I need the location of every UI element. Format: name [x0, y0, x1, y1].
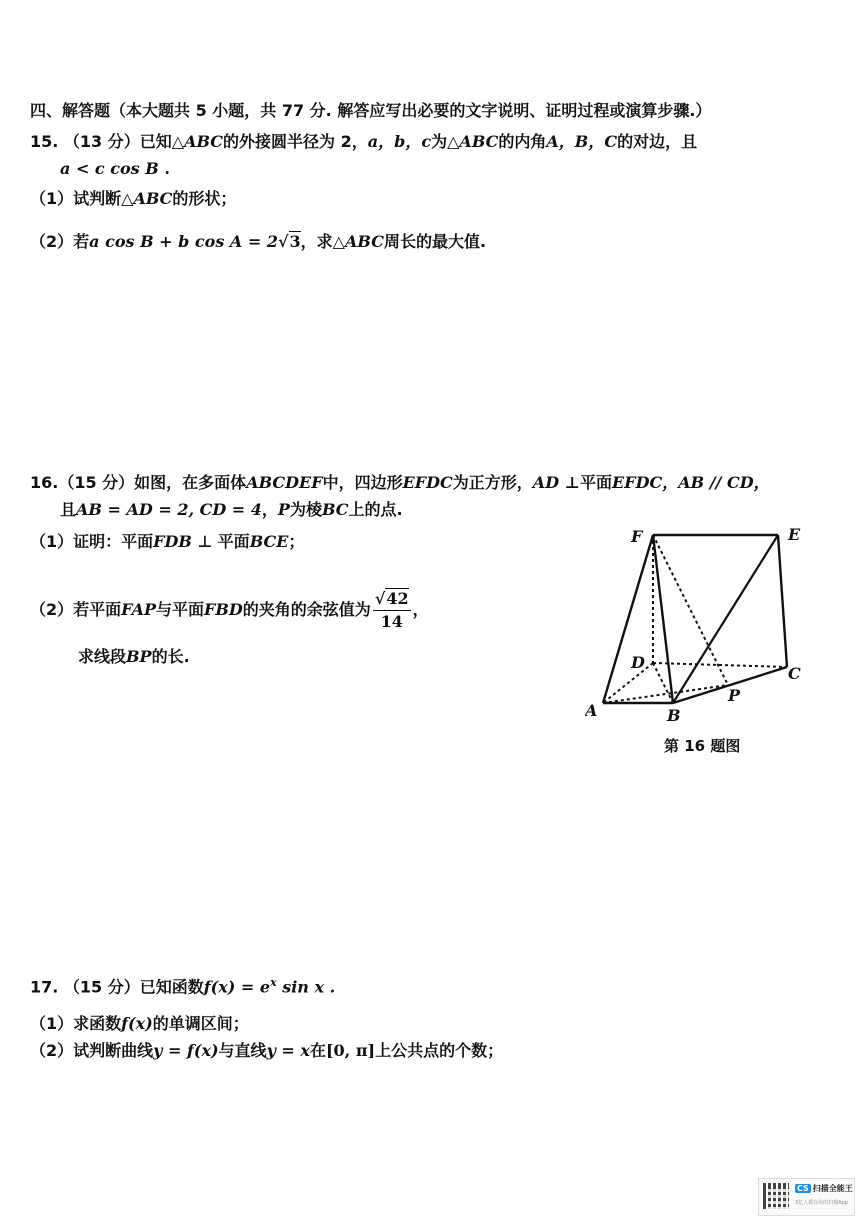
q16-text: 为棱	[289, 500, 322, 519]
triangle-abc: △ABC	[171, 132, 224, 151]
point-p: P	[277, 500, 290, 519]
plane-fdb: FDB	[153, 532, 192, 551]
q17-text: 与直线	[218, 1041, 267, 1060]
q16-number: 16.（15 分）如图，在多面体	[30, 473, 247, 492]
q15-text-mid: 的外接圆半径为 2，	[223, 132, 368, 151]
q17-part2	[30, 1040, 503, 1062]
q16-part2	[30, 588, 429, 638]
perp-condition: AD ⊥	[532, 473, 581, 492]
edge-bc: BC	[321, 500, 349, 519]
q15-condition: a < c cos B .	[60, 159, 170, 178]
q16-text: 的长.	[151, 647, 190, 666]
label-p: P	[728, 686, 741, 705]
label-e: E	[788, 525, 801, 544]
edge-ap	[603, 685, 728, 703]
q17-line-eq: y = x	[266, 1041, 310, 1060]
q17-number: 17. （15 分）已知函数	[30, 977, 204, 997]
q16-line2	[60, 499, 403, 521]
q17-function: f(x) = e	[203, 977, 271, 997]
label-b: B	[667, 706, 681, 725]
q15-text-end: 的对边，且	[617, 132, 698, 151]
fraction-numerator: 42	[386, 589, 409, 608]
q15-part2-end2: 周长的最大值.	[383, 232, 487, 251]
label-f: F	[631, 527, 643, 546]
cosine-fraction: $\frac{√42}{14}$	[374, 589, 409, 631]
triangle-abc: △ABC	[332, 232, 384, 251]
q15-part2: （2）若a cos B + b cos A = 2√3，求△ABC周长的最大值.	[30, 232, 487, 251]
q15-text-mid2: 为	[431, 132, 448, 151]
q15-part2-equation: a cos B + b cos A = 2	[89, 232, 278, 251]
q17-part1-label: （1）求函数	[30, 1014, 122, 1033]
q16-text: ；	[288, 532, 305, 551]
q17-part2-end: 上公共点的个数；	[375, 1041, 504, 1060]
scanner-logo	[795, 1183, 853, 1194]
q16-text: 平面	[580, 473, 613, 492]
scanner-brand: 扫描全能王	[812, 1184, 853, 1193]
q15-line1	[30, 131, 697, 153]
q17-text: 在	[309, 1041, 326, 1060]
triangle-abc: △ABC	[121, 189, 173, 208]
q16-text: 与平面	[156, 600, 205, 619]
label-a: A	[585, 701, 598, 720]
q15-part2-label: （2）若	[30, 232, 90, 251]
triangle-abc: △ABC	[447, 132, 499, 151]
q16-lengths: AB = AD = 2, CD = 4	[76, 500, 262, 519]
q15-part1	[30, 188, 236, 210]
q17-curve: y = f(x)	[153, 1041, 219, 1060]
q16-part2-ask	[78, 646, 190, 668]
q17-interval: [0, π]	[325, 1041, 376, 1060]
edge-dc	[653, 663, 787, 667]
q15-text-mid3: 的内角	[498, 132, 547, 151]
q16-part2-label: （2）若平面	[30, 600, 122, 619]
plane-condition: EFDC，AB // CD，	[612, 473, 770, 492]
q15-number: 15. （13 分）已知	[30, 132, 172, 151]
q16-text: ，	[261, 500, 278, 519]
q17-part2-label: （2）试判断曲线	[30, 1041, 154, 1060]
edge-ec	[778, 535, 787, 667]
segment-bp: BP	[126, 647, 152, 666]
plane-fbd: FBD	[204, 600, 243, 619]
q15-part1-end: 的形状；	[172, 189, 237, 208]
angles-abc: A，B，C	[546, 132, 618, 151]
section-header: 四、解答题（本大题共 5 小题，共 77 分. 解答应写出必要的文字说明、证明过程或演算步骤.）	[30, 101, 712, 120]
q15-sqrt-radicand: 3	[289, 232, 301, 251]
q15-part1-label: （1）试判断	[30, 189, 122, 208]
qr-code-icon	[763, 1183, 789, 1209]
q16-line1	[30, 472, 770, 494]
scanner-watermark	[758, 1178, 855, 1216]
fraction-denominator: 14	[380, 612, 403, 631]
q16-text: 上的点.	[348, 500, 403, 519]
q17-exponent: x	[270, 976, 277, 989]
label-c: C	[788, 664, 801, 683]
q16-text: 中，四边形	[322, 473, 403, 492]
q17-line1	[30, 972, 335, 998]
q16-text: 求线段	[78, 647, 127, 666]
q16-part1-label: （1）证明：平面	[30, 532, 154, 551]
q16-text: ，	[412, 600, 429, 619]
q16-text: ⊥ 平面	[191, 532, 250, 551]
plane-fap: FAP	[121, 600, 157, 619]
figure-caption: 第 16 题图	[664, 737, 741, 755]
q15-part2-end: ，求	[300, 232, 333, 251]
quad-name: EFDC	[402, 473, 453, 492]
edge-fb	[653, 535, 673, 703]
polyhedron-figure	[585, 520, 815, 730]
edge-be	[673, 535, 778, 703]
scanner-subtitle: 3亿人都在用的扫描App	[795, 1200, 848, 1206]
scanner-badge: CS	[797, 1184, 809, 1193]
sides-abc: a，b，c	[367, 132, 432, 151]
q16-text: 且	[60, 500, 77, 519]
label-d: D	[631, 653, 645, 672]
q17-function-sin: sin x .	[276, 977, 336, 997]
plane-bce: BCE	[249, 532, 289, 551]
q16-part1	[30, 531, 304, 553]
edge-fa	[603, 535, 653, 703]
q16-text: 的夹角的余弦值为	[242, 600, 371, 619]
polyhedron-name: ABCDEF	[246, 473, 323, 492]
edge-fp	[653, 535, 728, 685]
q17-fx: f(x)	[121, 1014, 153, 1033]
q16-text: 为正方形，	[452, 473, 533, 492]
q17-part1-end: 的单调区间；	[152, 1014, 249, 1033]
q17-part1	[30, 1013, 249, 1035]
